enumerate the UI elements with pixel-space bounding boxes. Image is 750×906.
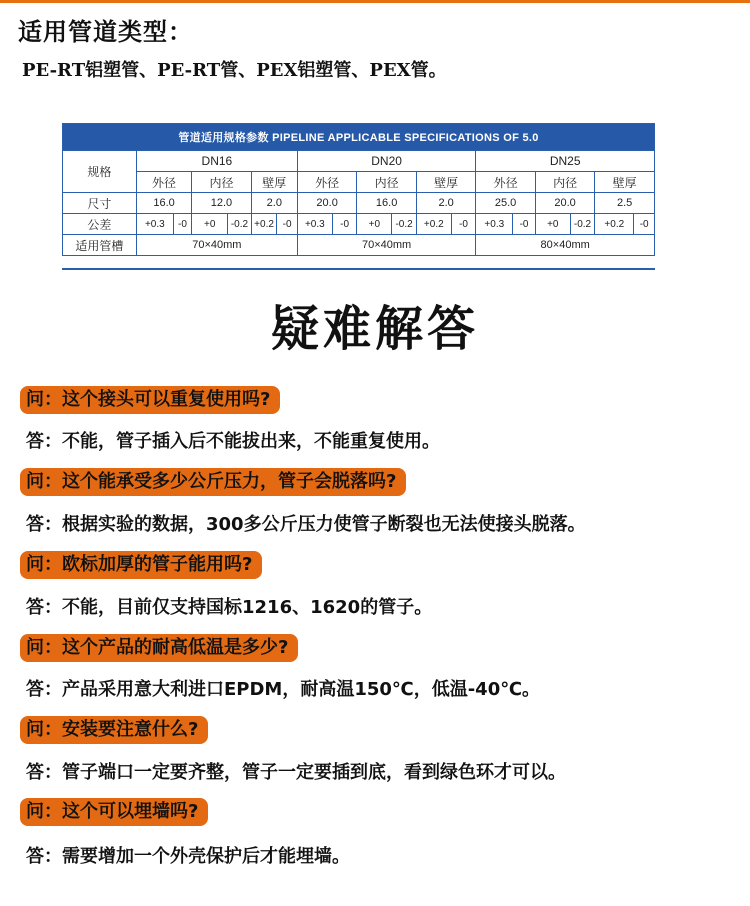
sub-header-inner-diameter: 内径 <box>192 172 252 193</box>
fit-cell: 70×40mm <box>297 235 475 256</box>
faq-question: 问：这个产品的耐高低温是多少? <box>20 634 298 662</box>
size-cell: 2.0 <box>416 193 475 214</box>
size-cell: 16.0 <box>136 193 191 214</box>
tolerance-row-label: 公差 <box>63 214 137 235</box>
tolerance-cell: +0 <box>357 214 392 235</box>
fit-row-label: 适用管槽 <box>63 235 137 256</box>
faq-heading: 疑难解答 <box>270 301 479 357</box>
fit-cell: 80×40mm <box>476 235 655 256</box>
size-row <box>63 193 655 214</box>
tolerance-cell: +0.3 <box>476 214 513 235</box>
tolerance-cell: -0 <box>277 214 298 235</box>
pipe-types-title: 适用管道类型： <box>18 18 193 46</box>
sub-header-inner-diameter: 内径 <box>357 172 416 193</box>
fit-cell: 70×40mm <box>136 235 297 256</box>
tolerance-cell: -0.2 <box>392 214 417 235</box>
faq-answer: 答：不能，管子插入后不能拔出来，不能重复使用。 <box>26 431 440 452</box>
sub-header-wall-thickness: 壁厚 <box>416 172 475 193</box>
sub-header-inner-diameter: 内径 <box>535 172 594 193</box>
faq-answer: 答：产品采用意大利进口EPDM，耐高温150℃，低温-40℃。 <box>26 679 541 700</box>
size-cell: 2.5 <box>595 193 655 214</box>
tolerance-cell: -0 <box>173 214 191 235</box>
faq-question: 问：这个可以埋墙吗? <box>20 798 208 826</box>
group-header-dn25: DN25 <box>476 151 655 172</box>
sub-header-outer-diameter: 外径 <box>297 172 356 193</box>
faq-question: 问：这个能承受多少公斤压力，管子会脱落吗? <box>20 468 406 496</box>
tolerance-cell: -0 <box>513 214 536 235</box>
faq-question: 问：欧标加厚的管子能用吗? <box>20 551 262 579</box>
group-header-dn20: DN20 <box>297 151 475 172</box>
sub-header-outer-diameter: 外径 <box>136 172 191 193</box>
faq-answer: 答：需要增加一个外壳保护后才能埋墙。 <box>26 846 350 867</box>
sub-header-wall-thickness: 壁厚 <box>251 172 297 193</box>
tolerance-cell: -0.2 <box>228 214 252 235</box>
tolerance-cell: +0 <box>535 214 570 235</box>
tolerance-cell: -0 <box>451 214 476 235</box>
tolerance-cell: +0.3 <box>297 214 332 235</box>
top-accent-rule <box>0 0 750 3</box>
tolerance-cell: -0.2 <box>570 214 595 235</box>
faq-question: 问：安装要注意什么? <box>20 716 208 744</box>
size-cell: 25.0 <box>476 193 535 214</box>
tolerance-cell: +0.2 <box>251 214 277 235</box>
fit-row <box>63 235 655 256</box>
faq-answer: 答：管子端口一定要齐整，管子一定要插到底，看到绿色环才可以。 <box>26 762 566 783</box>
tolerance-cell: +0.2 <box>416 214 451 235</box>
faq-answer: 答：不能，目前仅支持国标1216、1620的管子。 <box>26 597 433 618</box>
spec-table-caption: 管道适用规格参数 PIPELINE APPLICABLE SPECIFICATIONS OF 5.0 <box>63 124 655 151</box>
sub-header-wall-thickness: 壁厚 <box>595 172 655 193</box>
spec-table-container <box>62 123 655 256</box>
tolerance-cell: -0 <box>332 214 357 235</box>
faq-answer: 答：根据实验的数据，300多公斤压力使管子断裂也无法使接头脱落。 <box>26 514 586 535</box>
spec-table-bottom-rule <box>62 268 655 270</box>
tolerance-cell: +0.2 <box>595 214 634 235</box>
size-cell: 20.0 <box>535 193 594 214</box>
tolerance-cell: +0 <box>192 214 228 235</box>
size-cell: 16.0 <box>357 193 416 214</box>
tolerance-row <box>63 214 655 235</box>
spec-label-cell: 规格 <box>63 151 137 193</box>
tolerance-cell: +0.3 <box>136 214 173 235</box>
spec-table <box>62 123 655 256</box>
group-header-dn16: DN16 <box>136 151 297 172</box>
size-cell: 12.0 <box>192 193 252 214</box>
pipe-types-list: PE-RT铝塑管、PE-RT管、PEX铝塑管、PEX管。 <box>22 60 447 81</box>
tolerance-cell: -0 <box>634 214 655 235</box>
faq-question: 问：这个接头可以重复使用吗? <box>20 386 280 414</box>
size-row-label: 尺寸 <box>63 193 137 214</box>
size-cell: 2.0 <box>251 193 297 214</box>
size-cell: 20.0 <box>297 193 356 214</box>
sub-header-outer-diameter: 外径 <box>476 172 535 193</box>
